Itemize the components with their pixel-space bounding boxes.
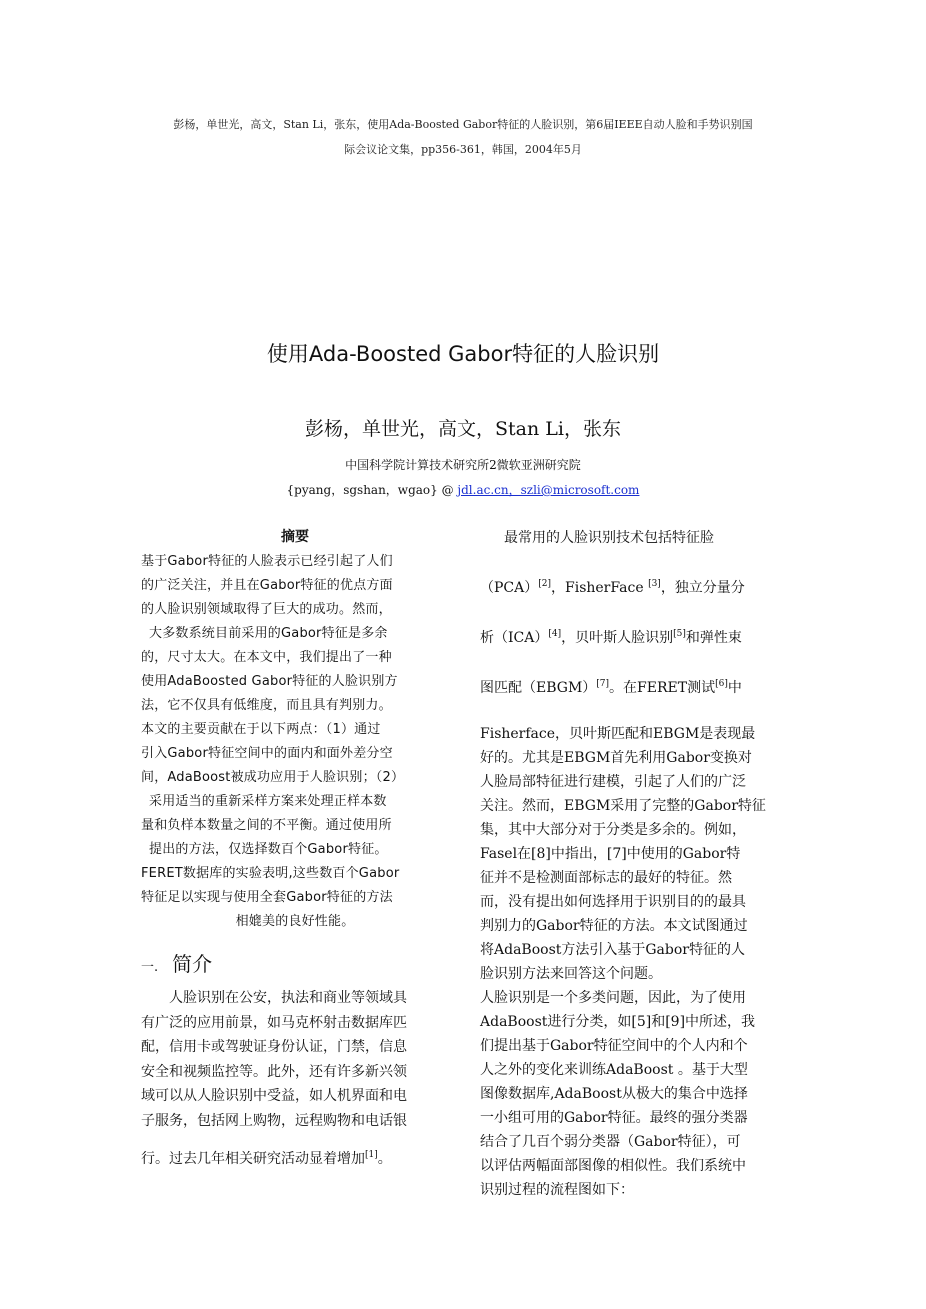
abstract-line: 间，AdaBoost被成功应用于人脸识别；（2） bbox=[141, 770, 405, 785]
right-column bbox=[480, 526, 790, 1202]
right-line bbox=[480, 622, 790, 650]
abstract-line: 法，它不仅具有低维度，而且具有判别力。 bbox=[141, 698, 392, 713]
right-line: 集，其中大部分对于分类是多余的。例如， bbox=[480, 822, 746, 838]
intro-line: 有广泛的应用前景，如马克杯射击数据库匹 bbox=[141, 1014, 407, 1031]
right-line: 关注。然而，EBGM采用了完整的Gabor特征 bbox=[480, 798, 766, 814]
right-line: 将AdaBoost方法引入基于Gabor特征的人 bbox=[480, 942, 745, 958]
right-text: ，独立分量分 bbox=[660, 580, 745, 596]
intro-line bbox=[141, 1143, 451, 1172]
right-text: ，贝叶斯人脸识别 bbox=[561, 630, 674, 646]
author-list: 彭杨，单世光，高文，Stan Li，张东 bbox=[305, 418, 621, 440]
right-text: 析（ICA） bbox=[480, 630, 549, 646]
right-text: 和弹性束 bbox=[685, 630, 742, 646]
right-text: ，FisherFace bbox=[551, 580, 649, 596]
section-number: 一. bbox=[141, 960, 159, 975]
abstract-line: FERET数据库的实验表明,这些数百个Gabor bbox=[141, 866, 400, 881]
affiliation: 中国科学院计算技术研究所2微软亚洲研究院 bbox=[345, 458, 581, 472]
right-text: 中 bbox=[727, 680, 742, 696]
reference-marker: [2] bbox=[538, 579, 551, 589]
right-line: 一小组可用的Gabor特征。最终的强分类器 bbox=[480, 1110, 748, 1126]
reference-marker: [6] bbox=[715, 679, 728, 689]
right-line: 们提出基于Gabor特征空间中的个人内和个 bbox=[480, 1038, 748, 1054]
abstract-heading: 摘要 bbox=[281, 529, 309, 545]
citation-block bbox=[100, 112, 826, 162]
email-link[interactable]: jdl.ac.cn，szli@microsoft.com bbox=[457, 483, 640, 497]
section-title: 简介 bbox=[172, 952, 213, 976]
right-line bbox=[480, 672, 790, 700]
abstract-line: 的广泛关注，并且在Gabor特征的优点方面 bbox=[141, 578, 393, 593]
abstract-line: 使用AdaBoosted Gabor特征的人脸识别方 bbox=[141, 674, 398, 689]
reference-marker: [7] bbox=[596, 679, 610, 689]
abstract-line: 提出的方法，仅选择数百个Gabor特征。 bbox=[149, 842, 388, 857]
right-line: 好的。尤其是EBGM首先利用Gabor变换对 bbox=[480, 750, 752, 766]
reference-marker: [4] bbox=[548, 629, 562, 639]
paper-title: 使用Ada-Boosted Gabor特征的人脸识别 bbox=[266, 342, 660, 366]
right-line: 而，没有提出如何选择用于识别目的的最具 bbox=[480, 894, 746, 910]
abstract-line: 的人脸识别领域取得了巨大的成功。然而， bbox=[141, 602, 392, 617]
abstract-line: 量和负样本数量之间的不平衡。通过使用所 bbox=[141, 818, 392, 833]
intro-line: 配，信用卡或驾驶证身份认证，门禁，信息 bbox=[141, 1039, 407, 1055]
right-line bbox=[480, 572, 790, 600]
right-line: 脸识别方法来回答这个问题。 bbox=[480, 966, 662, 982]
right-line: Fasel在[8]中指出，[7]中使用的Gabor特 bbox=[480, 846, 741, 862]
abstract-line: 本文的主要贡献在于以下两点：（1）通过 bbox=[141, 722, 381, 737]
right-line: AdaBoost进行分类，如[5]和[9]中所述，我 bbox=[480, 1014, 756, 1030]
abstract-section bbox=[141, 526, 449, 934]
right-text: （PCA） bbox=[480, 580, 539, 596]
section-heading-intro bbox=[141, 948, 212, 977]
citation-line-2: 际会议论文集，pp356-361，韩国，2004年5月 bbox=[344, 143, 582, 156]
right-text: 。在FERET测试 bbox=[609, 680, 716, 696]
abstract-line: 基于Gabor特征的人脸表示已经引起了人们 bbox=[141, 554, 393, 569]
abstract-line: 大多数系统目前采用的Gabor特征是多余 bbox=[149, 626, 388, 641]
abstract-line: 相媲美的良好性能。 bbox=[235, 914, 355, 929]
citation-line-1: 彭杨，单世光，高文，Stan Li，张东，使用Ada-Boosted Gabor特征的人脸识别，第6届IEEE自动人脸和手势识别国 bbox=[173, 118, 753, 131]
right-line: 图像数据库,AdaBoost从极大的集合中选择 bbox=[480, 1086, 748, 1102]
right-line: 判别力的Gabor特征的方法。本文试图通过 bbox=[480, 918, 748, 934]
reference-marker: [3] bbox=[648, 579, 661, 589]
right-line: 征并不是检测面部标志的最好的特征。然 bbox=[480, 870, 732, 886]
right-line: 识别过程的流程图如下： bbox=[480, 1182, 634, 1198]
right-line: 人脸局部特征进行建模，引起了人们的广泛 bbox=[480, 774, 746, 790]
intro-line: 域可以从人脸识别中受益，如人机界面和电 bbox=[141, 1088, 407, 1104]
right-line: Fisherface，贝叶斯匹配和EBGM是表现最 bbox=[480, 726, 756, 742]
right-line: 结合了几百个弱分类器（Gabor特征），可 bbox=[480, 1134, 741, 1150]
email-prefix: {pyang，sgshan，wgao} @ bbox=[286, 483, 458, 497]
right-text: 图匹配（EBGM） bbox=[480, 680, 597, 696]
intro-last-end: 。 bbox=[377, 1151, 392, 1167]
intro-last-text: 行。过去几年相关研究活动显着增加 bbox=[141, 1151, 365, 1167]
intro-line: 安全和视频监控等。此外，还有许多新兴领 bbox=[141, 1063, 407, 1080]
right-line: 最常用的人脸识别技术包括特征脸 bbox=[504, 530, 714, 546]
intro-line: 人脸识别在公安，执法和商业等领域具 bbox=[141, 990, 407, 1006]
right-line: 人脸识别是一个多类问题，因此，为了使用 bbox=[480, 990, 746, 1006]
email-line bbox=[0, 481, 926, 498]
right-line: 以评估两幅面部图像的相似性。我们系统中 bbox=[480, 1158, 746, 1174]
abstract-line: 特征足以实现与使用全套Gabor特征的方法 bbox=[141, 890, 393, 905]
abstract-line: 的，尺寸太大。在本文中，我们提出了一种 bbox=[141, 650, 392, 665]
reference-marker: [1] bbox=[365, 1150, 378, 1160]
reference-marker: [5] bbox=[673, 629, 686, 639]
intro-paragraph bbox=[141, 986, 451, 1172]
abstract-line: 采用适当的重新采样方案来处理正样本数 bbox=[149, 794, 387, 809]
abstract-line: 引入Gabor特征空间中的面内和面外差分空 bbox=[141, 746, 393, 761]
right-line: 人之外的变化来训练AdaBoost 。基于大型 bbox=[480, 1062, 748, 1078]
intro-line: 子服务，包括网上购物，远程购物和电话银 bbox=[141, 1112, 407, 1129]
